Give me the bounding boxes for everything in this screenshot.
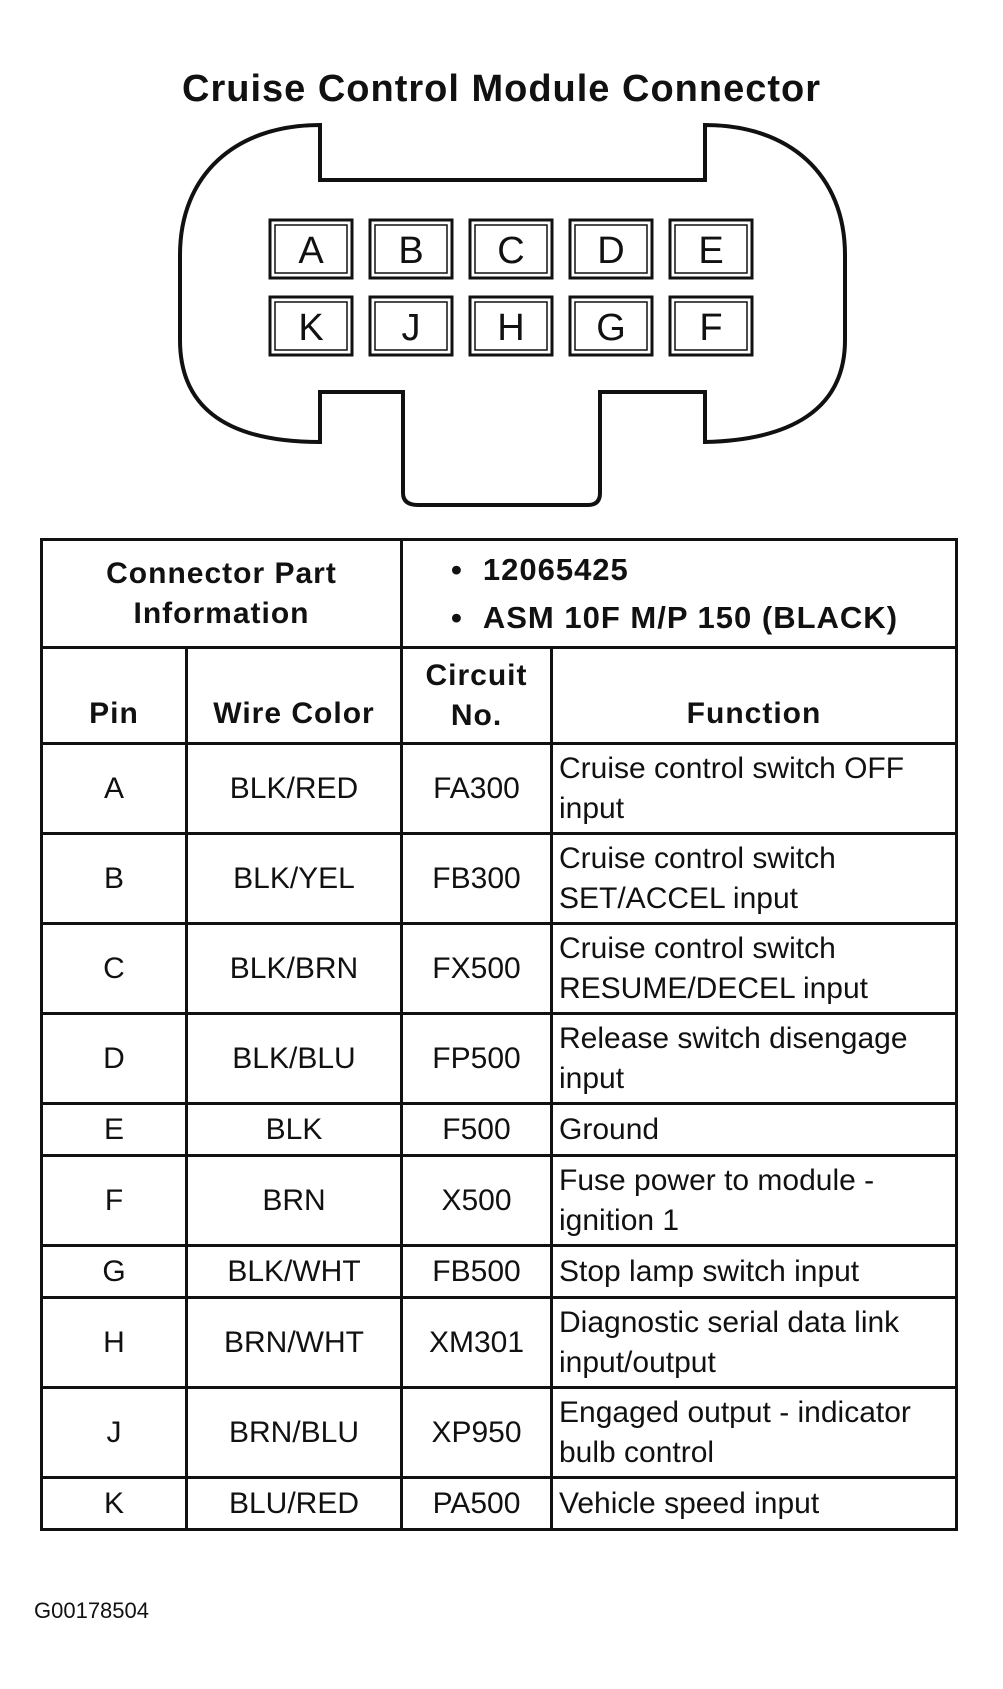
part-info-item: • 12065425 [451, 551, 629, 587]
circuit-cell: FB300 [402, 834, 552, 924]
pin-label: D [597, 230, 625, 272]
pinout-table [40, 538, 958, 1531]
part-info-item: • ASM 10F M/P 150 (BLACK) [451, 599, 899, 635]
function-cell: Cruise control switch RESUME/DECEL input [552, 924, 957, 1014]
function-cell: Cruise control switch OFF input [552, 744, 957, 834]
wire-color-cell: BLK/RED [187, 744, 402, 834]
function-cell: Diagnostic serial data link input/output [552, 1298, 957, 1388]
pin-label: J [401, 307, 421, 349]
function-cell: Release switch disengage input [552, 1014, 957, 1104]
pin-cell: F [42, 1156, 187, 1246]
header-circuit-no: Circuit No. [402, 648, 552, 744]
pin-cell: C [42, 924, 187, 1014]
pin-cell: B [42, 834, 187, 924]
function-cell: Stop lamp switch input [552, 1246, 957, 1298]
pin-cell: E [42, 1104, 187, 1156]
pin-cell: G [42, 1246, 187, 1298]
header-row [42, 648, 957, 744]
pin-label: G [596, 307, 626, 349]
table-row [42, 1156, 957, 1246]
pin-label: A [298, 230, 324, 272]
header-pin: Pin [42, 648, 187, 744]
header-wire-color: Wire Color [187, 648, 402, 744]
pin-cell: J [42, 1388, 187, 1478]
wire-color-cell: BLK/BRN [187, 924, 402, 1014]
pin-label: E [698, 230, 724, 272]
table-row [42, 1246, 957, 1298]
figure-id: G00178504 [34, 1598, 149, 1623]
table-row [42, 744, 957, 834]
wire-color-cell: BLU/RED [187, 1478, 402, 1530]
circuit-cell: F500 [402, 1104, 552, 1156]
circuit-cell: FA300 [402, 744, 552, 834]
function-cell: Cruise control switch SET/ACCEL input [552, 834, 957, 924]
wire-color-cell: BLK/BLU [187, 1014, 402, 1104]
pin-cell: H [42, 1298, 187, 1388]
header-function: Function [552, 648, 957, 744]
table-row [42, 1014, 957, 1104]
wire-color-cell: BRN/WHT [187, 1298, 402, 1388]
wire-color-cell: BLK/WHT [187, 1246, 402, 1298]
function-cell: Fuse power to module - ignition 1 [552, 1156, 957, 1246]
wire-color-cell: BLK [187, 1104, 402, 1156]
table-row [42, 1388, 957, 1478]
function-cell: Ground [552, 1104, 957, 1156]
part-info-label: Connector Part Information [42, 540, 402, 648]
table-row [42, 1298, 957, 1388]
table-row [42, 1478, 957, 1530]
circuit-cell: X500 [402, 1156, 552, 1246]
part-info-list [402, 540, 957, 648]
pin-cell: D [42, 1014, 187, 1104]
pin-label: F [699, 307, 723, 349]
function-cell: Engaged output - indicator bulb control [552, 1388, 957, 1478]
pin-cell: K [42, 1478, 187, 1530]
table-row [42, 924, 957, 1014]
pin-cell: A [42, 744, 187, 834]
part-description: ASM 10F M/P 150 (BLACK) [482, 599, 899, 635]
part-info-row [42, 540, 957, 648]
wire-color-cell: BRN/BLU [187, 1388, 402, 1478]
pin-label: H [497, 307, 525, 349]
circuit-cell: PA500 [402, 1478, 552, 1530]
circuit-cell: FX500 [402, 924, 552, 1014]
table-row [42, 1104, 957, 1156]
part-number: 12065425 [482, 551, 629, 587]
wire-color-cell: BRN [187, 1156, 402, 1246]
function-cell: Vehicle speed input [552, 1478, 957, 1530]
connector-face-diagram [0, 0, 1003, 530]
circuit-cell: XM301 [402, 1298, 552, 1388]
wire-color-cell: BLK/YEL [187, 834, 402, 924]
diagram-title: Cruise Control Module Connector [182, 68, 821, 110]
circuit-cell: XP950 [402, 1388, 552, 1478]
table-row [42, 834, 957, 924]
circuit-cell: FB500 [402, 1246, 552, 1298]
pin-label: K [298, 307, 324, 349]
pin-label: B [398, 230, 424, 272]
pin-label: C [497, 230, 525, 272]
circuit-cell: FP500 [402, 1014, 552, 1104]
